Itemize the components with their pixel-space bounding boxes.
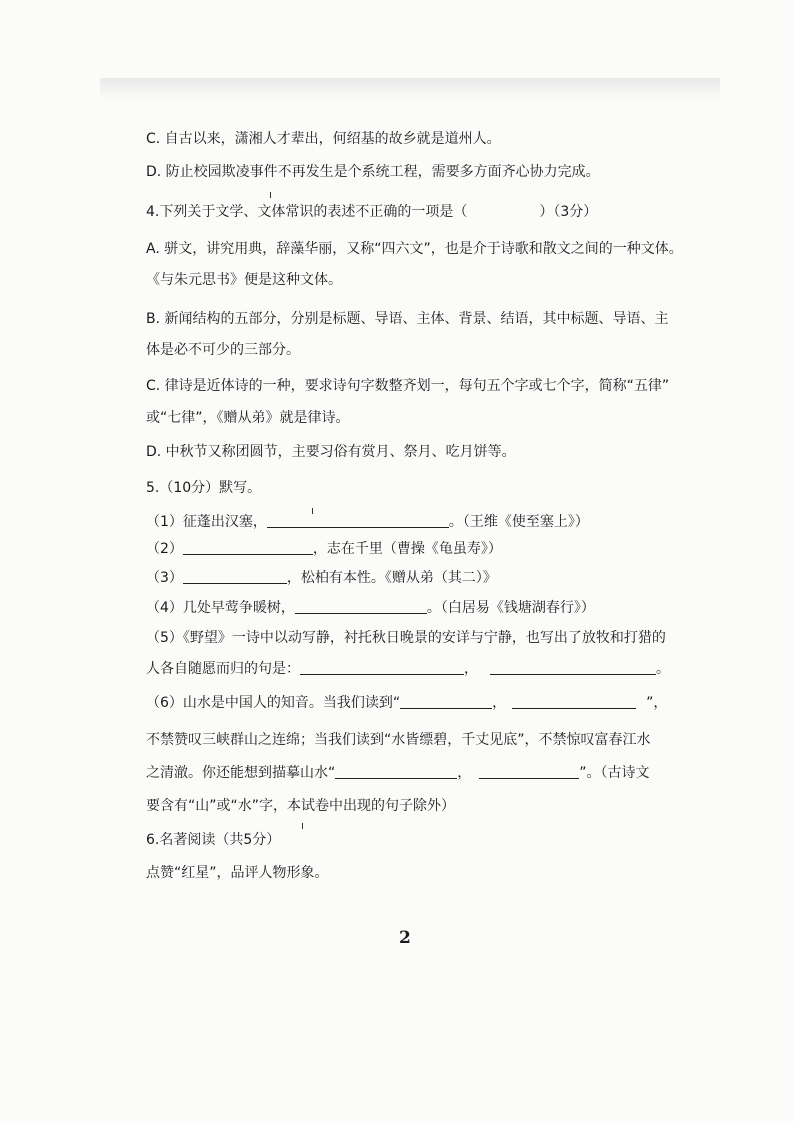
page-number: 2 [399,928,411,948]
q5-title: 5.（10分）默写。 [146,480,262,496]
q5-item5-line2 [146,660,670,678]
fill-blank[interactable] [183,569,287,584]
q5-item3-prefix: （3） [146,570,183,586]
q5-item6-line3-comma: ， [457,765,472,781]
q4-option-a-line1: A. 骈文，讲究用典，辞藻华丽，又称“四六文”，也是介于诗歌和散文之间的一种文体。 [146,241,683,257]
q5-item6-line3 [146,764,650,782]
q6-title: 6.名著阅读（共5分） [146,832,281,848]
q4-option-c-line1: C. 律诗是近体诗的一种，要求诗句字数整齐划一，每句五个字或七个字，简称“五律” [146,378,670,394]
q5-item6-prefix: （6）山水是中国人的知音。当我们读到“ [146,695,401,711]
fill-blank[interactable] [183,540,313,555]
q5-item4-prefix: （4）几处早莺争暖树， [146,600,295,616]
q5-item6-comma: ， [492,695,507,711]
scan-speck [270,192,271,198]
q4-stem-prefix: 4.下列关于文学、文体常识的表述不正确的一项是（ [146,204,468,220]
q5-item5-line1: （5）《野望》一诗中以动写静，衬托秋日晚景的安详与宁静，也写出了放牧和打猎的 [146,630,666,646]
q3-option-d: D. 防止校园欺凌事件不再发生是个系统工程，需要多方面齐心协力完成。 [146,164,600,180]
q5-item6-line3-prefix: 之清澈。你还能想到描摹山水“ [146,765,336,781]
fill-blank[interactable] [400,694,492,709]
q5-item6-line3-suffix: ”。（古诗文 [579,765,650,781]
q5-item6-line4: 要含有“山”或“水”字，本试卷中出现的句子除外） [146,798,456,814]
fill-blank[interactable] [512,694,636,709]
q5-item5-prefix: 人各自随愿而归的句是： [146,661,300,677]
q4-option-b-line2: 体是必不可少的三部分。 [146,342,300,358]
q5-item2-prefix: （2） [146,541,183,557]
scan-speck [302,823,303,829]
q5-item3 [146,569,497,587]
q4-option-a-line2: 《与朱元思书》便是这种文体。 [146,272,342,288]
fill-blank[interactable] [335,764,457,779]
scan-speck [312,508,313,514]
q3-option-c: C. 自古以来，潇湘人才辈出，何绍基的故乡就是道州人。 [146,131,501,147]
q5-item3-suffix: ，松柏有本性。《赠从弟（其二）》 [286,570,497,586]
q5-item6-line1 [146,694,667,712]
q5-item6-close: ”， [646,695,668,711]
q5-item1-prefix: （1）征蓬出汉塞， [146,514,267,530]
fill-blank[interactable] [490,660,656,675]
fill-blank[interactable] [295,599,427,614]
q5-item6-line2: 不禁赞叹三峡群山之连绵；当我们读到“水皆缥碧，千丈见底”，不禁惊叹富春江水 [146,732,651,748]
scan-shadow [100,78,720,100]
fill-blank[interactable] [479,764,579,779]
q5-item5-end: 。 [656,661,670,677]
q6-prompt: 点赞“红星”，品评人物形象。 [146,865,329,881]
q4-option-c-line2: 或“七律”，《赠从弟》就是律诗。 [146,410,350,426]
q5-item5-comma: ， [464,661,478,677]
q4-option-d-line1: D. 中秋节又称团圆节，主要习俗有赏月、祭月、吃月饼等。 [146,444,516,460]
q5-item1-suffix: 。（王维《使至塞上》） [448,514,589,530]
q5-item2-suffix: ，志在千里（曹操《龟虽寿》） [312,541,502,557]
q5-item1 [146,513,589,531]
q5-item4 [146,599,595,617]
q4-stem [146,203,597,221]
q5-item4-suffix: 。（白居易《钱塘湖春行》） [426,600,595,616]
q5-item2 [146,540,502,558]
q4-stem-suffix: ）（3分） [539,204,598,220]
fill-blank[interactable] [267,513,449,528]
fill-blank[interactable] [300,660,464,675]
q4-option-b-line1: B. 新闻结构的五部分，分别是标题、导语、主体、背景、结语，其中标题、导语、主 [146,311,669,327]
